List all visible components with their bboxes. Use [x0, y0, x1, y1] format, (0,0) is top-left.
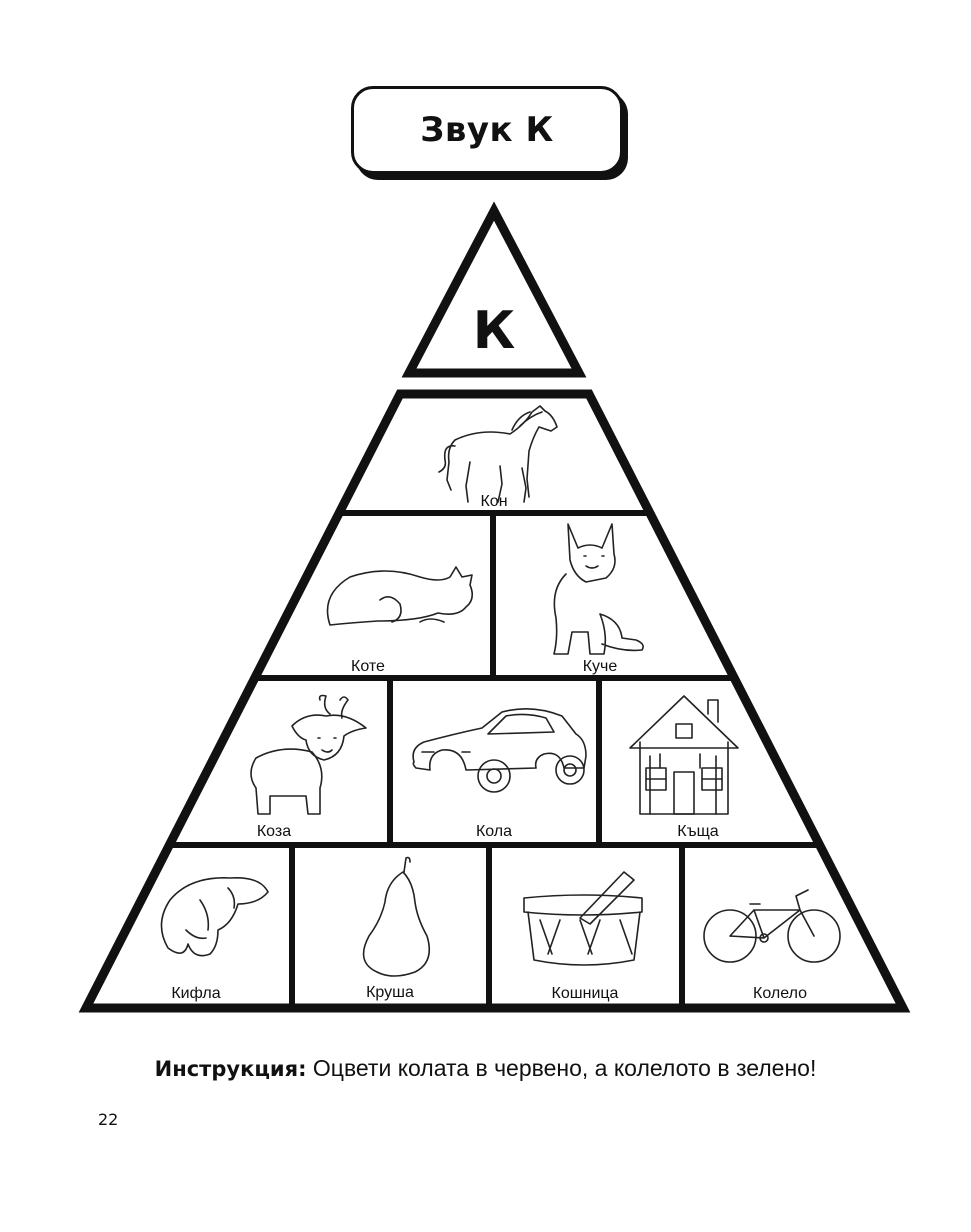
page-title: Звук К: [420, 110, 554, 150]
label-kuche: Куче: [582, 658, 618, 675]
page-number: 22: [98, 1110, 119, 1129]
instruction-label: Инструкция:: [154, 1057, 307, 1081]
label-kolelo: Колело: [753, 985, 807, 1002]
label-krusha: Круша: [366, 984, 414, 1001]
label-kola: Кола: [475, 823, 513, 840]
instruction-text: Оцвети колата в червено, а колелото в зелено!: [306, 1055, 817, 1081]
pyramid-body: [86, 394, 903, 1008]
label-kote: Коте: [351, 658, 385, 675]
instruction: [0, 1055, 971, 1082]
apex-letter: К: [472, 301, 516, 361]
label-koshnitsa: Кошница: [551, 985, 619, 1002]
label-kifla: Кифла: [171, 985, 221, 1002]
label-kon: Кон: [480, 493, 508, 510]
label-kashta: Къща: [677, 823, 719, 840]
label-koza: Коза: [256, 823, 292, 840]
